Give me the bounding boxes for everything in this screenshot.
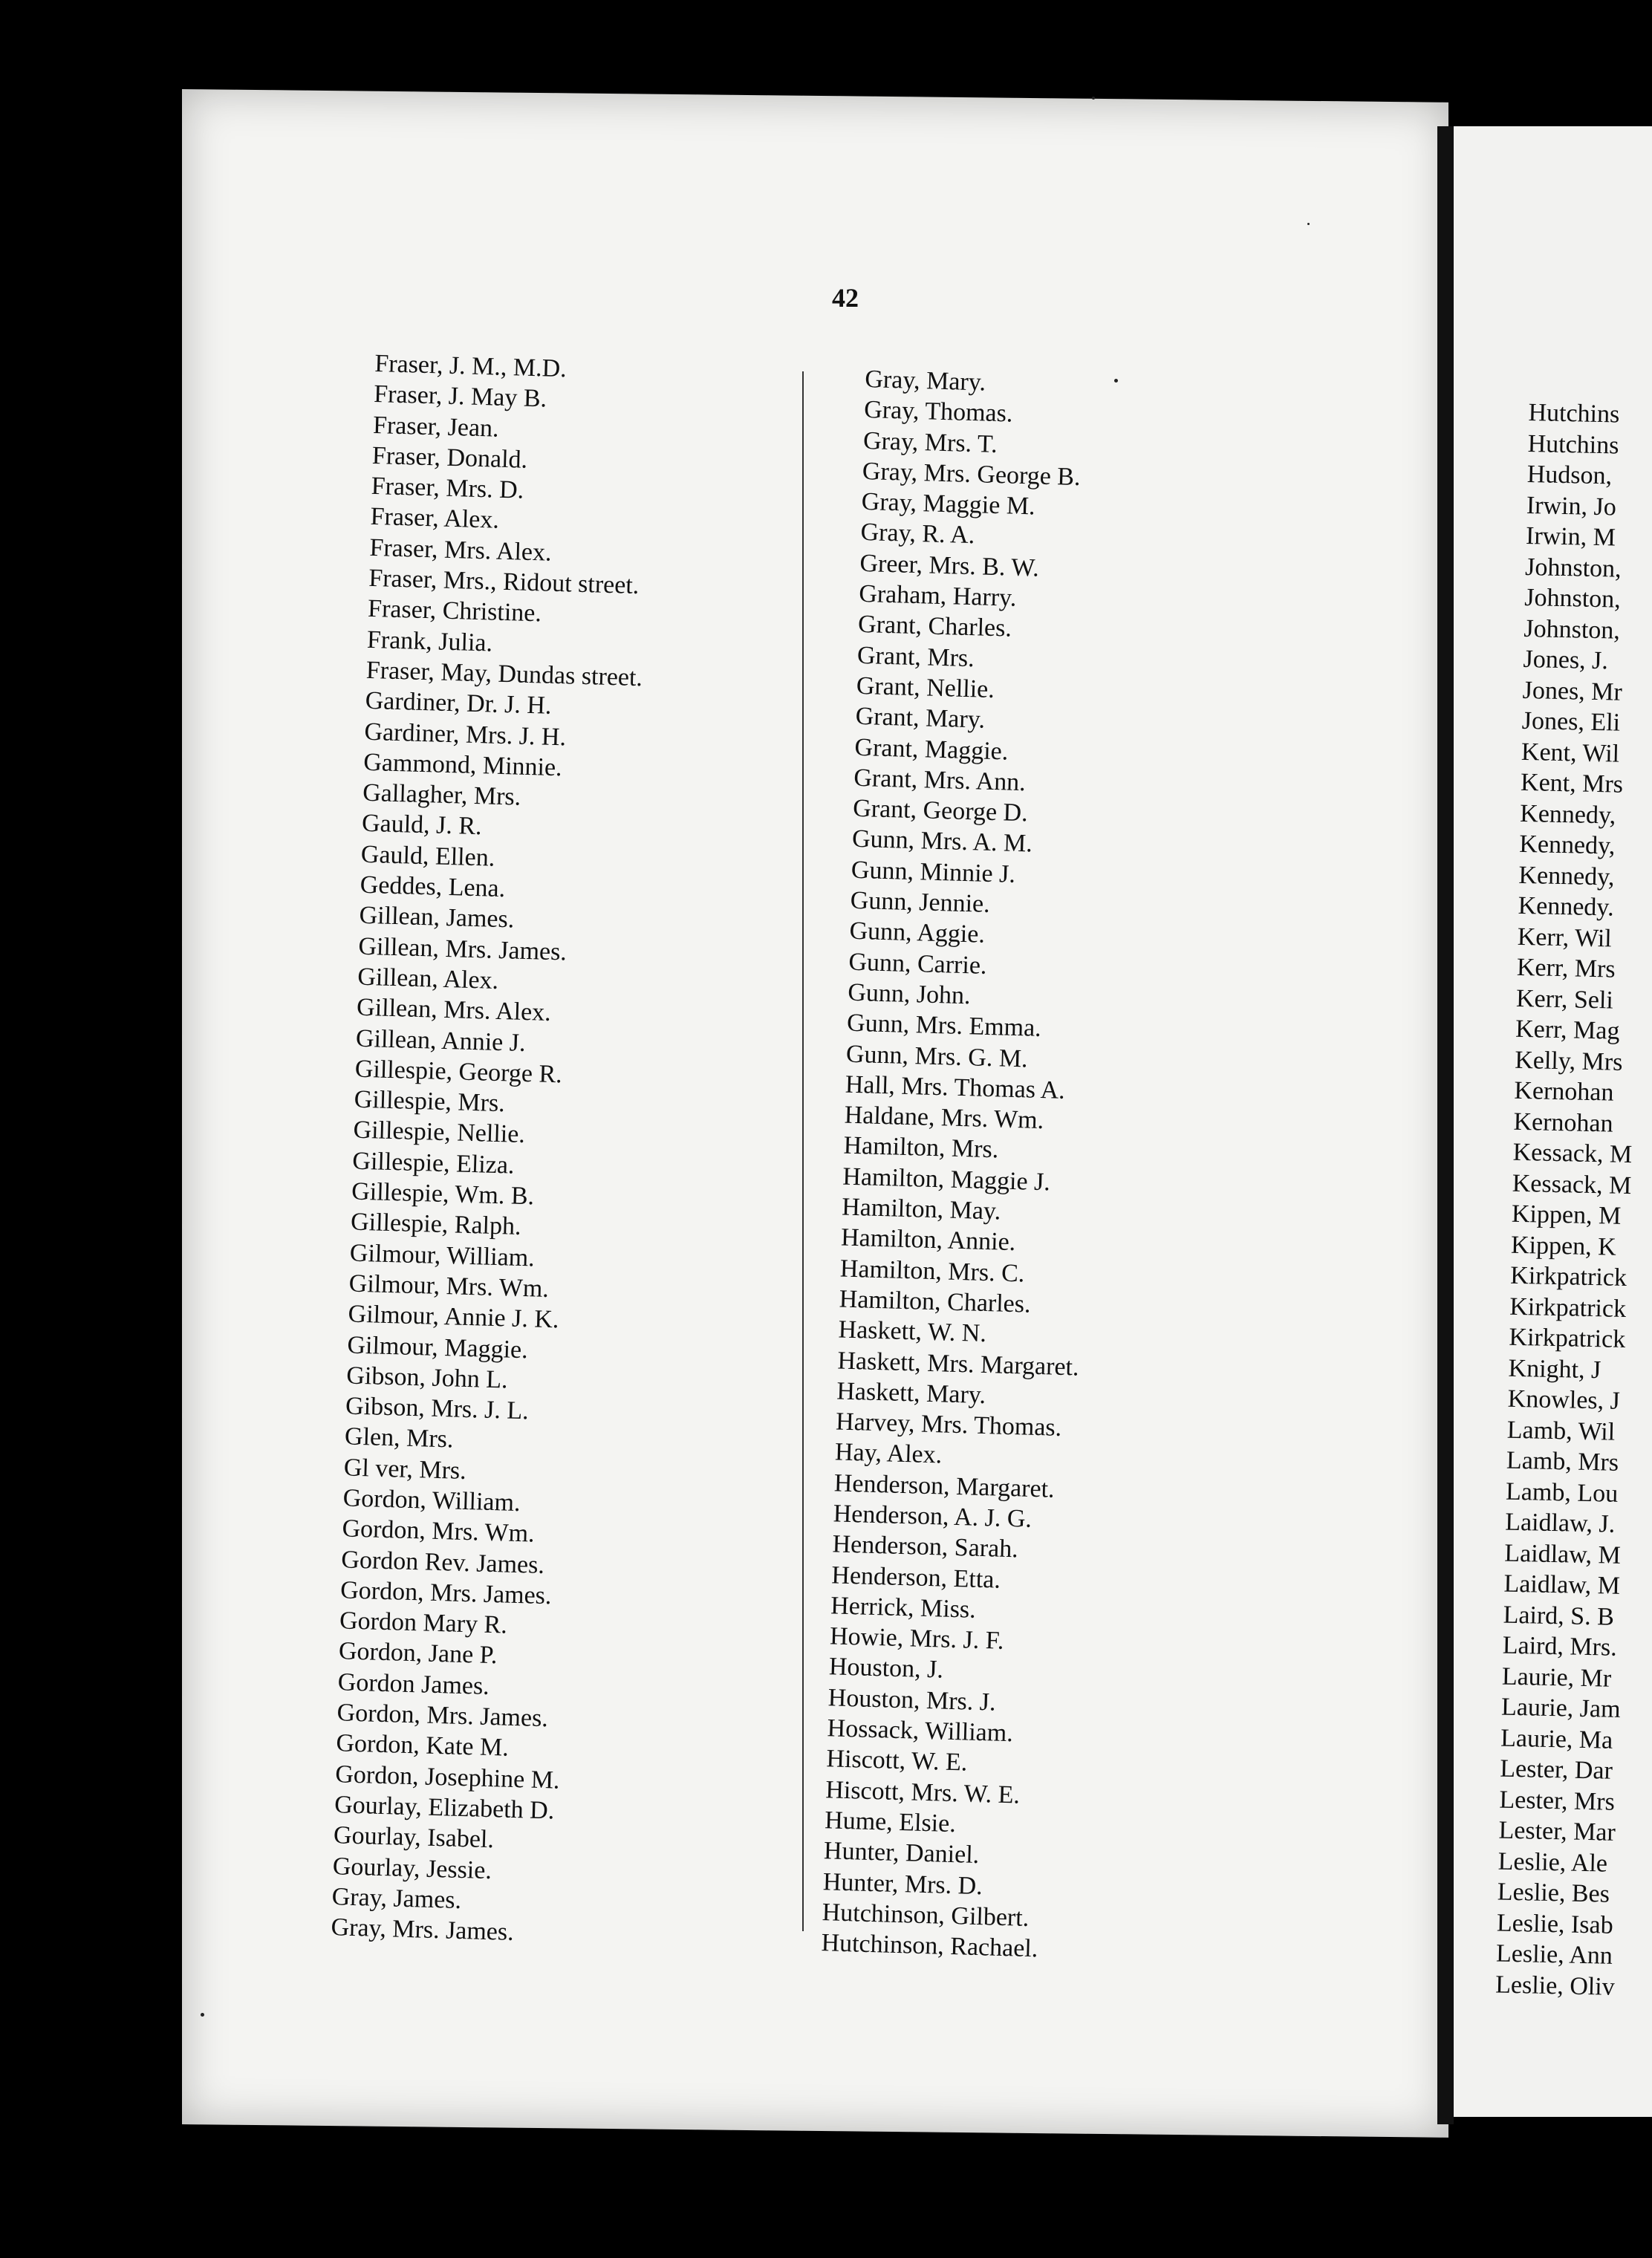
directory-entry: Hamilton, Mrs. xyxy=(843,1132,999,1164)
directory-entry: Gillean, Mrs. Alex. xyxy=(356,993,552,1027)
name-column-left xyxy=(331,348,651,1950)
directory-entry: Jones, Mr xyxy=(1522,676,1623,706)
directory-entry: Hamilton, Maggie J. xyxy=(842,1162,1051,1197)
directory-entry: Fraser, J. May B. xyxy=(373,380,547,413)
directory-entry: Hossack, William. xyxy=(827,1714,1014,1748)
directory-entry: Frank, Julia. xyxy=(366,625,493,657)
directory-entry: Geddes, Lena. xyxy=(360,871,506,903)
directory-entry: Fraser, J. M., M.D. xyxy=(374,349,568,383)
directory-entry: Jones, Eli xyxy=(1521,706,1621,737)
directory-entry: Howie, Mrs. J. F. xyxy=(829,1622,1004,1656)
directory-entry: Fraser, Donald. xyxy=(371,441,528,474)
directory-entry: Irwin, M xyxy=(1525,521,1616,552)
directory-entry: Gammond, Minnie. xyxy=(362,748,563,782)
directory-entry: Laird, S. B xyxy=(1503,1601,1615,1631)
directory-entry: Hiscott, Mrs. W. E. xyxy=(825,1775,1021,1809)
directory-entry: Lester, Mar xyxy=(1498,1816,1616,1847)
directory-entry: Graham, Harry. xyxy=(858,579,1017,612)
directory-entry: Kennedy. xyxy=(1518,891,1615,922)
directory-entry: Kent, Mrs xyxy=(1520,768,1624,798)
directory-entry: Harvey, Mrs. Thomas. xyxy=(835,1408,1062,1442)
directory-entry: Gillean, Annie J. xyxy=(355,1024,527,1057)
directory-entry: Gl ver, Mrs. xyxy=(343,1454,467,1485)
directory-entry: Kernohan xyxy=(1514,1076,1614,1107)
directory-entry: Fraser, Alex. xyxy=(370,503,500,535)
directory-entry: Kennedy, xyxy=(1518,861,1615,891)
directory-entry: Grant, George D. xyxy=(852,794,1029,827)
ink-speck xyxy=(1114,379,1118,383)
directory-entry: Gordon James. xyxy=(337,1668,490,1700)
directory-entry: Gillespie, Eliza. xyxy=(351,1147,515,1180)
directory-entry: Laurie, Mr xyxy=(1501,1662,1612,1693)
directory-entry: Gray, Mrs. James. xyxy=(331,1913,515,1947)
directory-entry: Hiscott, W. E. xyxy=(826,1745,968,1777)
directory-entry: Hall, Mrs. Thomas A. xyxy=(845,1070,1066,1104)
directory-entry: Knight, J xyxy=(1508,1354,1601,1384)
directory-entry: Kirkpatrick xyxy=(1509,1323,1626,1354)
directory-entry: Lamb, Mrs xyxy=(1506,1446,1619,1477)
directory-entry: Laurie, Ma xyxy=(1500,1724,1613,1754)
directory-entry: Gordon, Josephine M. xyxy=(334,1760,560,1795)
directory-entry: Kessack, M xyxy=(1512,1169,1632,1200)
directory-entry: Hunter, Daniel. xyxy=(823,1837,980,1870)
directory-entry: Leslie, Bes xyxy=(1497,1878,1610,1908)
directory-entry: Gunn, Minnie J. xyxy=(851,856,1016,888)
directory-entry: Kent, Wil xyxy=(1521,738,1620,768)
directory-entry: Kennedy, xyxy=(1519,830,1616,860)
directory-entry: Henderson, A. J. G. xyxy=(833,1500,1032,1533)
directory-entry: Gunn, Mrs. A. M. xyxy=(851,825,1033,858)
directory-entry: Leslie, Oliv xyxy=(1495,1971,1616,2001)
directory-entry: Gray, Maggie M. xyxy=(861,488,1036,521)
directory-entry: Greer, Mrs. B. W. xyxy=(859,549,1040,582)
directory-entry: Haskett, W. N. xyxy=(838,1315,987,1348)
directory-entry: Houston, J. xyxy=(828,1653,944,1685)
directory-entry: Jones, J. xyxy=(1523,645,1609,675)
directory-entry: Kernohan xyxy=(1513,1107,1614,1138)
directory-entry: Gunn, Aggie. xyxy=(849,917,986,949)
directory-entry: Gilmour, Mrs. Wm. xyxy=(348,1269,550,1303)
directory-entry: Kirkpatrick xyxy=(1509,1292,1627,1323)
directory-entry: Gourlay, Isabel. xyxy=(333,1821,495,1854)
directory-entry: Grant, Mary. xyxy=(855,703,986,734)
directory-entry: Hutchinson, Gilbert. xyxy=(822,1899,1030,1932)
directory-entry: Gourlay, Jessie. xyxy=(332,1852,492,1884)
directory-entry: Lester, Dar xyxy=(1499,1754,1613,1785)
directory-entry: Irwin, Jo xyxy=(1526,491,1617,521)
directory-entry: Gray, Mrs. T. xyxy=(862,426,998,458)
ink-speck xyxy=(1092,97,1095,100)
directory-entry: Fraser, May, Dundas street. xyxy=(365,656,643,692)
directory-entry: Laird, Mrs. xyxy=(1502,1631,1618,1662)
directory-entry: Kerr, Seli xyxy=(1515,984,1614,1015)
directory-entry: Leslie, Ann xyxy=(1495,1939,1613,1970)
column-divider xyxy=(802,371,804,1931)
directory-entry: Gray, Mary. xyxy=(864,365,986,397)
directory-entry: Fraser, Christine. xyxy=(367,595,542,628)
directory-entry: Haldane, Mrs. Wm. xyxy=(844,1101,1044,1135)
directory-entry: Fraser, Mrs., Ridout street. xyxy=(368,564,640,600)
directory-entry: Gillespie, Mrs. xyxy=(354,1085,506,1118)
directory-entry: Grant, Nellie. xyxy=(856,671,995,703)
directory-entry: Hutchins xyxy=(1527,429,1619,460)
directory-entry: Gilmour, William. xyxy=(349,1239,536,1272)
directory-entry: Kennedy, xyxy=(1519,799,1616,830)
directory-entry: Grant, Charles. xyxy=(857,611,1012,643)
directory-entry: Gordon Rev. James. xyxy=(340,1545,545,1579)
directory-entry: Gray, Thomas. xyxy=(863,396,1013,428)
directory-entry: Herrick, Miss. xyxy=(830,1592,977,1624)
directory-entry: Laidlaw, J. xyxy=(1504,1508,1616,1538)
directory-entry: Gillean, Alex. xyxy=(357,963,499,995)
directory-entry: Gillespie, George R. xyxy=(354,1055,563,1089)
directory-entry: Hutchins xyxy=(1528,398,1620,429)
directory-entry: Gillean, James. xyxy=(359,902,515,934)
directory-entry: Kirkpatrick xyxy=(1509,1261,1627,1292)
directory-entry: Fraser, Mrs. Alex. xyxy=(368,533,553,567)
directory-entry: Grant, Mrs. xyxy=(856,641,975,672)
directory-entry: Henderson, Margaret. xyxy=(833,1469,1056,1503)
directory-entry: Hume, Elsie. xyxy=(824,1806,957,1838)
directory-entry: Hay, Alex. xyxy=(834,1438,943,1469)
directory-entry: Fraser, Jean. xyxy=(372,411,500,443)
directory-entry: Gauld, Ellen. xyxy=(360,840,495,872)
directory-entry: Haskett, Mrs. Margaret. xyxy=(837,1346,1080,1382)
directory-entry: Johnston, xyxy=(1523,583,1622,614)
directory-entry: Johnston, xyxy=(1524,553,1622,583)
directory-entry: Henderson, Etta. xyxy=(830,1561,1001,1594)
directory-entry: Gunn, Carrie. xyxy=(848,948,987,980)
directory-entry: Gray, R. A. xyxy=(860,518,975,550)
directory-entry: Gourlay, Elizabeth D. xyxy=(334,1791,555,1825)
directory-entry: Gunn, John. xyxy=(847,978,972,1010)
directory-entry: Gillespie, Nellie. xyxy=(353,1116,526,1149)
directory-entry: Leslie, Ale xyxy=(1497,1847,1608,1878)
directory-entry: Glen, Mrs. xyxy=(344,1422,454,1454)
directory-entry: Haskett, Mary. xyxy=(836,1377,986,1409)
ink-speck xyxy=(1307,223,1310,225)
directory-entry: Grant, Mrs. Ann. xyxy=(853,764,1027,797)
directory-entry: Gordon, Mrs. Wm. xyxy=(342,1514,536,1548)
directory-entry: Gardiner, Dr. J. H. xyxy=(365,687,552,720)
directory-entry: Gray, James. xyxy=(331,1883,462,1914)
directory-entry: Gilmour, Maggie. xyxy=(347,1330,529,1364)
directory-entry: Gillespie, Ralph. xyxy=(350,1208,522,1241)
directory-entry: Gunn, Jennie. xyxy=(850,886,991,919)
directory-entry: Gordon, Mrs. James. xyxy=(336,1699,549,1733)
directory-entry: Kerr, Wil xyxy=(1517,923,1613,952)
directory-entry: Gordon Mary R. xyxy=(339,1607,508,1639)
directory-entry: Kessack, M xyxy=(1512,1138,1633,1169)
directory-entry: Laidlaw, M xyxy=(1504,1539,1622,1569)
directory-entry: Gallagher, Mrs. xyxy=(362,778,521,811)
directory-entry: Gordon, William. xyxy=(342,1484,521,1517)
directory-entry: Kerr, Mrs xyxy=(1516,953,1616,983)
page-number: 42 xyxy=(832,283,859,313)
directory-entry: Hamilton, May. xyxy=(841,1193,1001,1226)
directory-entry: Gunn, Mrs. Emma. xyxy=(846,1009,1042,1043)
directory-entry: Gillespie, Wm. B. xyxy=(351,1177,535,1211)
directory-entry: Gibson, Mrs. J. L. xyxy=(345,1392,530,1425)
directory-entry: Gordon, Mrs. James. xyxy=(339,1576,552,1610)
directory-entry: Laurie, Jam xyxy=(1500,1693,1621,1723)
directory-entry: Fraser, Mrs. D. xyxy=(371,472,524,504)
directory-entry: Gibson, John L. xyxy=(345,1361,509,1394)
directory-entry: Laidlaw, M xyxy=(1503,1569,1621,1600)
directory-entry: Knowles, J xyxy=(1507,1385,1621,1415)
name-column-middle xyxy=(821,364,1107,1965)
directory-entry: Gunn, Mrs. G. M. xyxy=(845,1040,1029,1073)
directory-entry: Gillean, Mrs. James. xyxy=(358,932,568,966)
directory-entry: Gordon, Kate M. xyxy=(336,1729,510,1763)
directory-entry: Lamb, Lou xyxy=(1505,1477,1619,1508)
directory-entry: Kerr, Mag xyxy=(1515,1015,1620,1045)
directory-entry: Kippen, M xyxy=(1511,1200,1622,1230)
directory-entry: Leslie, Isab xyxy=(1496,1909,1614,1939)
directory-entry: Hudson, xyxy=(1526,460,1613,490)
directory-entry: Gray, Mrs. George B. xyxy=(862,457,1082,492)
directory-entry: Lester, Mrs xyxy=(1499,1786,1616,1816)
directory-entry: Kelly, Mrs xyxy=(1514,1046,1623,1076)
book-spine xyxy=(1437,126,1454,2124)
directory-entry: Kippen, K xyxy=(1510,1231,1617,1261)
directory-entry: Gauld, J. R. xyxy=(361,810,483,841)
directory-entry: Lamb, Wil xyxy=(1506,1416,1616,1446)
directory-entry: Gardiner, Mrs. J. H. xyxy=(364,718,567,751)
directory-entry: Grant, Maggie. xyxy=(854,733,1009,766)
directory-entry: Hamilton, Mrs. C. xyxy=(839,1255,1025,1288)
directory-entry: Gilmour, Annie J. K. xyxy=(348,1300,559,1334)
directory-entry: Hutchinson, Rachael. xyxy=(821,1929,1038,1963)
directory-entry: Johnston, xyxy=(1523,614,1621,645)
directory-entry: Houston, Mrs. J. xyxy=(827,1684,997,1717)
ink-speck xyxy=(201,2013,204,2017)
directory-entry: Hamilton, Charles. xyxy=(839,1285,1032,1318)
directory-entry: Gordon, Jane P. xyxy=(338,1637,498,1670)
directory-entry: Henderson, Sarah. xyxy=(832,1530,1019,1564)
directory-entry: Hunter, Mrs. D. xyxy=(822,1867,983,1900)
directory-entry: Hamilton, Annie. xyxy=(840,1223,1016,1257)
